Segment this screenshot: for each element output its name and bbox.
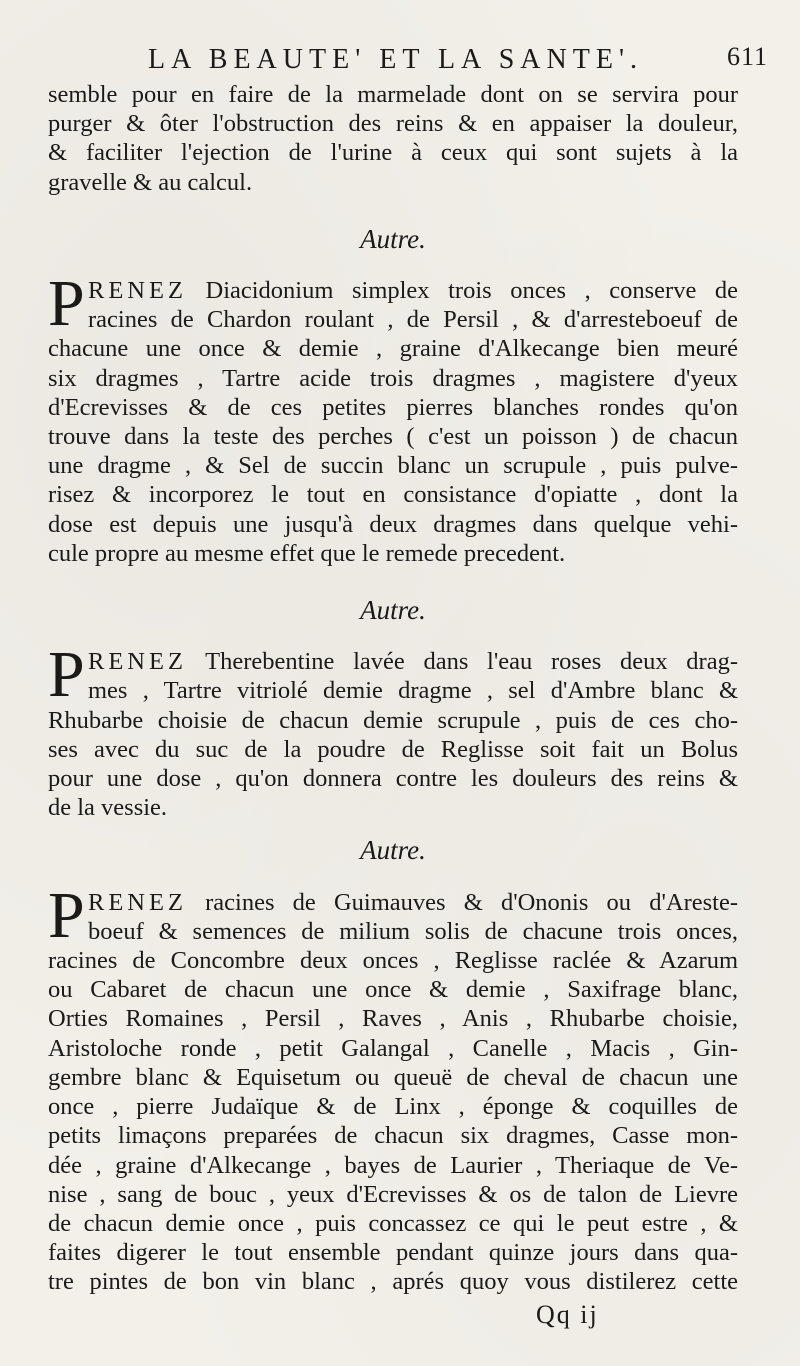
text-line: six dragmes , Tartre acide trois dragmes , magistere d'yeux [48,364,738,392]
text-line: faites digerer le tout ensemble pendant quinze jours dans qua- [48,1239,738,1267]
page-body [48,80,738,1297]
text-line: dée , graine d'Alkecange , bayes de Laurier , Theriaque de Ve- [48,1151,738,1179]
text-line: petits limaçons preparées de chacun six dragmes, Casse mon- [48,1122,738,1150]
recipe-paragraph [48,878,738,1297]
lead-word: RENEZ [88,888,187,916]
drop-cap: P [48,638,85,712]
text-line: chacune une once & demie , graine d'Alkecange bien meuré [48,335,738,363]
running-header [48,40,768,80]
lead-word: RENEZ [88,648,187,676]
text-line: dose est depuis une jusqu'à deux dragmes dans quelque vehi- [48,510,738,538]
text-line: Diacidonium simplex trois onces , conserve de [186,277,738,305]
text-line: de la vessie. [48,794,168,822]
text-line: purger & ôter l'obstruction des reins & en appaiser la douleur, [48,110,738,138]
section-heading: Autre. [360,223,426,254]
recipe-paragraph [48,638,738,822]
signature-mark: Qq ij [536,1300,599,1329]
text-line: Rhubarbe choisie de chacun demie scrupule , puis de ces cho- [48,706,738,734]
drop-cap: P [48,267,85,341]
text-line: tre pintes de bon vin blanc , aprés quoy vous distilerez cette [48,1268,738,1296]
running-title: LA BEAUTE' ET LA SANTE'. [148,44,643,75]
text-line: once , pierre Judaïque & de Linx , éponge & coquilles de [48,1093,738,1121]
text-line: pour une dose , qu'on donnera contre les douleurs des reins & [48,765,738,793]
text-line: Orties Romaines , Persil , Raves , Anis , Rhubarbe choisie, [48,1005,738,1033]
text-line: nise , sang de bouc , yeux d'Ecrevisses & os de talon de Lievre [48,1180,738,1208]
text-line: cule propre au mesme effet que le remede precedent. [48,539,566,567]
section-heading: Autre. [360,835,426,866]
text-line: risez & incorporez le tout en consistance d'opiatte , dont la [48,481,738,509]
text-line: Therebentine lavée dans l'eau roses deux drag- [186,648,738,676]
text-line: une dragme , & Sel de succin blanc un scrupule , puis pulve- [48,452,738,480]
text-line: boeuf & semences de milium solis de chacune trois onces, [88,917,738,945]
text-line: ou Cabaret de chacun une once & demie , Saxifrage blanc, [48,976,738,1004]
text-line: gembre blanc & Equisetum ou queuë de cheval de chacun une [48,1063,738,1091]
text-line: semble pour en faire de la marmelade dont on se servira pour [48,81,738,108]
text-line: d'Ecrevisses & de ces petites pierres blanches rondes qu'on [48,393,738,421]
text-line: & faciliter l'ejection de l'urine à ceux qui sont sujets à la [48,139,738,167]
text-line: trouve dans la teste des perches ( c'est un poisson ) de chacun [48,423,738,451]
recipe-paragraph [48,267,738,568]
text-line: racines de Chardon roulant , de Persil , & d'arresteboeuf de [88,306,738,334]
text-line: gravelle & au calcul. [48,168,253,196]
text-line: mes , Tartre vitriolé demie dragme , sel d'Ambre blanc & [88,677,738,705]
lead-word: RENEZ [88,277,187,305]
intro-paragraph [48,80,738,197]
page-number: 611 [726,42,768,71]
text-line: racines de Guimauves & d'Ononis ou d'Areste- [186,888,738,916]
section-heading: Autre. [360,595,426,626]
text-line: ses avec du suc de la poudre de Reglisse soit fait un Bolus [48,735,738,763]
text-line: Aristoloche ronde , petit Galangal , Canelle , Macis , Gin- [48,1034,738,1062]
drop-cap: P [48,878,85,952]
text-line: de chacun demie once , puis concassez ce qui le peut estre , & [48,1209,738,1237]
text-line: racines de Concombre deux onces , Reglisse raclée & Azarum [48,947,738,975]
